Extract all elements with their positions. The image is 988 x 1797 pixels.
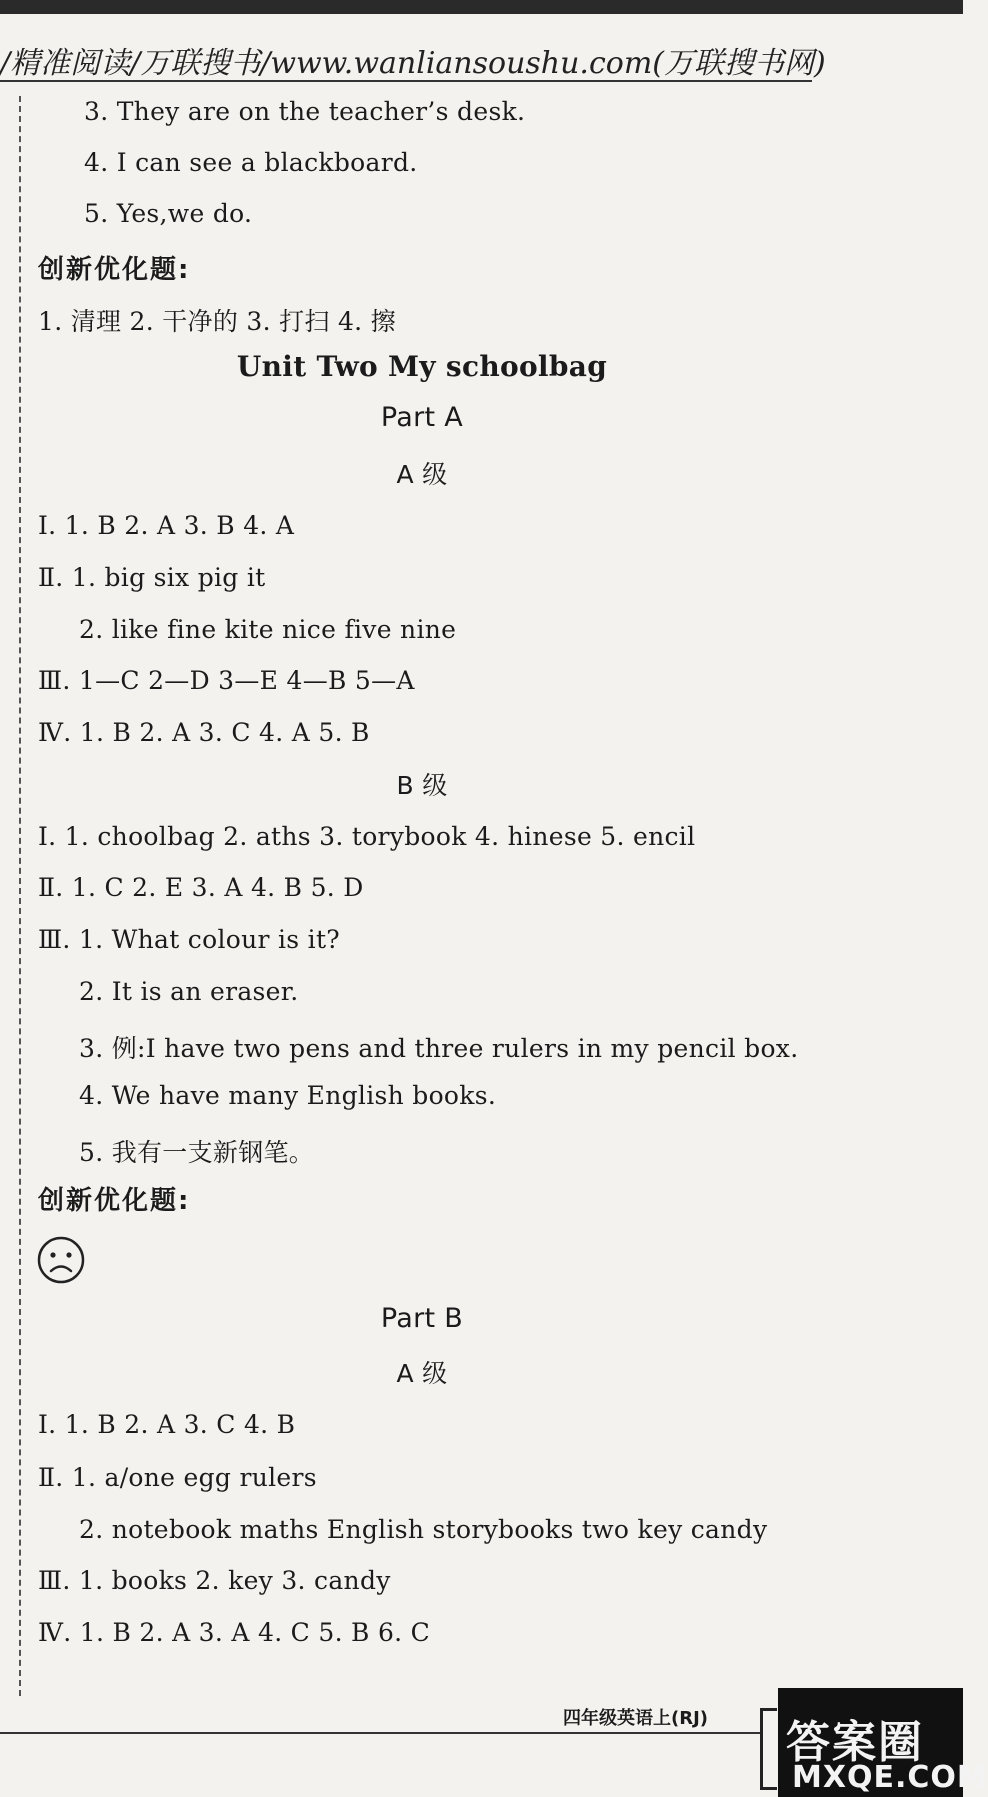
answer-line: 1. 清理 2. 干净的 3. 打扫 4. 擦 xyxy=(38,307,396,336)
answer-line: Ⅰ. 1. B 2. A 3. B 4. A xyxy=(38,511,295,540)
answer-line: Ⅱ. 1. C 2. E 3. A 4. B 5. D xyxy=(38,873,364,902)
level-heading: A 级 xyxy=(396,1359,448,1388)
answer-line: Ⅰ. 1. B 2. A 3. C 4. B xyxy=(38,1410,296,1439)
level-heading: B 级 xyxy=(396,771,448,800)
answer-line: Ⅲ. 1. What colour is it? xyxy=(38,925,341,954)
answer-line: Ⅱ. 1. a/one egg rulers xyxy=(38,1463,317,1492)
answer-line: 2. It is an eraser. xyxy=(79,977,299,1006)
answer-line: 4. I can see a blackboard. xyxy=(84,148,418,177)
answer-line: Ⅲ. 1—C 2—D 3—E 4—B 5—A xyxy=(38,666,415,695)
page-header: /精准阅读/万联搜书/www.wanliansoushu.com(万联搜书网) xyxy=(0,46,826,81)
header-rule xyxy=(0,80,812,82)
footer-rule xyxy=(0,1732,760,1734)
binding-margin-line xyxy=(19,96,21,1696)
watermark-line-2: MXQE.COM xyxy=(792,1760,988,1795)
part-title: Part A xyxy=(380,402,464,433)
watermark-logo xyxy=(778,1688,988,1797)
answer-line: 4. We have many English books. xyxy=(79,1081,497,1110)
sad-face-icon xyxy=(36,1235,86,1285)
answer-line: 3. 例:I have two pens and three rulers in my pencil box. xyxy=(79,1034,799,1063)
watermark-line-1: 答案圈 xyxy=(786,1717,924,1768)
answer-line: Ⅰ. 1. choolbag 2. aths 3. torybook 4. hinese 5. encil xyxy=(38,822,696,851)
answer-line: Ⅳ. 1. B 2. A 3. C 4. A 5. B xyxy=(38,718,370,747)
answer-line: 5. Yes,we do. xyxy=(84,199,253,228)
unit-title: Unit Two My schoolbag xyxy=(236,350,608,383)
answer-line: 5. 我有一支新钢笔。 xyxy=(79,1138,315,1167)
section-heading: 创新优化题: xyxy=(38,255,191,285)
top-dark-edge xyxy=(0,0,963,14)
footer-bracket xyxy=(760,1708,777,1790)
answer-line: Ⅲ. 1. books 2. key 3. candy xyxy=(38,1566,391,1595)
answer-line: Ⅱ. 1. big six pig it xyxy=(38,563,266,592)
section-heading: 创新优化题: xyxy=(38,1186,191,1216)
answer-line: Ⅳ. 1. B 2. A 3. A 4. C 5. B 6. C xyxy=(38,1618,431,1647)
answer-line: 2. notebook maths English storybooks two key candy xyxy=(79,1515,768,1544)
part-title: Part B xyxy=(380,1303,464,1334)
answer-line: 3. They are on the teacher’s desk. xyxy=(84,97,526,126)
footer-label: 四年级英语上(RJ) xyxy=(563,1708,709,1729)
level-heading: A 级 xyxy=(396,460,448,489)
answer-line: 2. like fine kite nice five nine xyxy=(79,615,457,644)
